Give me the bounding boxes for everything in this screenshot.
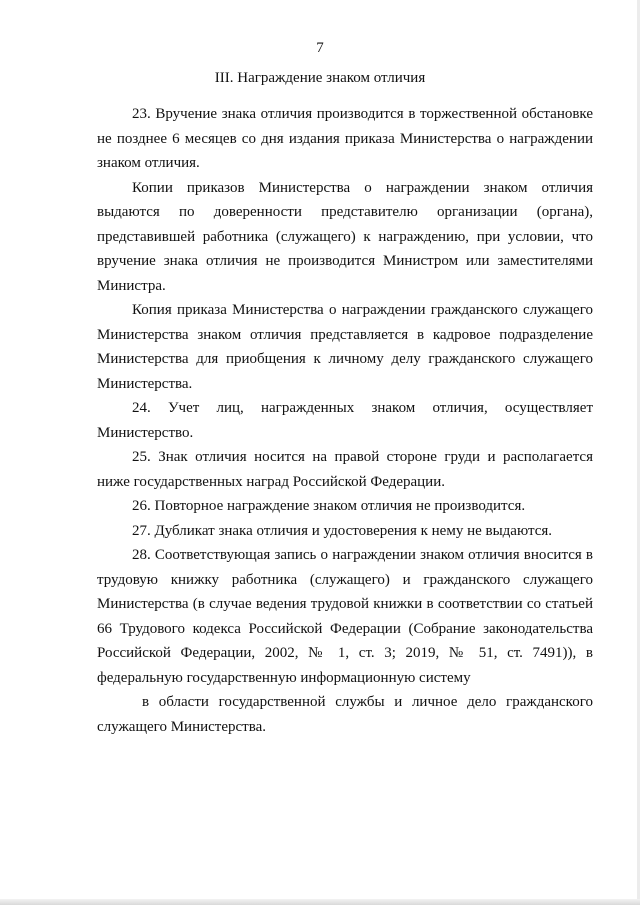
paragraph-copy-order: Копия приказа Министерства о награждении гражданского служащего Министерства знаком отличия представляется в кадровое подразделение Министерства для приобщения к личному делу гражданского служащего Министерства. (97, 302, 593, 392)
paragraph-28: 28. Соответствующая запись о награждении знаком отличия вносится в трудовую книжку работника (служащего) и гражданского служащего Министерства (в случае ведения трудовой книжки в соответствии со статьей 66 Трудового кодекса Российской Федерации (Собрание законодательства Российской Федерации, 2002, № 1, ст. 3; 2019, № 51, ст. 7491)), в федеральную государственную информационную систему (97, 547, 593, 686)
paragraph-23: 23. Вручение знака отличия производится в торжественной обстановке не позднее 6 месяцев со дня издания приказа Министерства о награждении знаком отличия. (97, 106, 593, 171)
document-body (97, 102, 593, 739)
section-title: III. Награждение знаком отличия (214, 70, 426, 86)
paragraph-24: 24. Учет лиц, награжденных знаком отличия, осуществляет Министерство. (97, 400, 593, 441)
paragraph-28-continued: в области государственной службы и личное дело гражданского служащего Министерства. (97, 694, 593, 735)
page-number: 7 (316, 40, 324, 56)
paragraph-27: 27. Дубликат знака отличия и удостоверения к нему не выдаются. (132, 522, 553, 539)
paragraph-25: 25. Знак отличия носится на правой стороне груди и располагается ниже государственных наград Российской Федерации. (97, 449, 593, 490)
paragraph-26: 26. Повторное награждение знаком отличия не производится. (132, 498, 526, 514)
paragraph-copies: Копии приказов Министерства о награждении знаком отличия выдаются по доверенности представителю организации (органа), представившей работника (служащего) к награждению, при условии, что вручение знака отличия не производится Министром или заместителями Министра. (97, 179, 593, 294)
page-bottom-edge (0, 899, 640, 905)
